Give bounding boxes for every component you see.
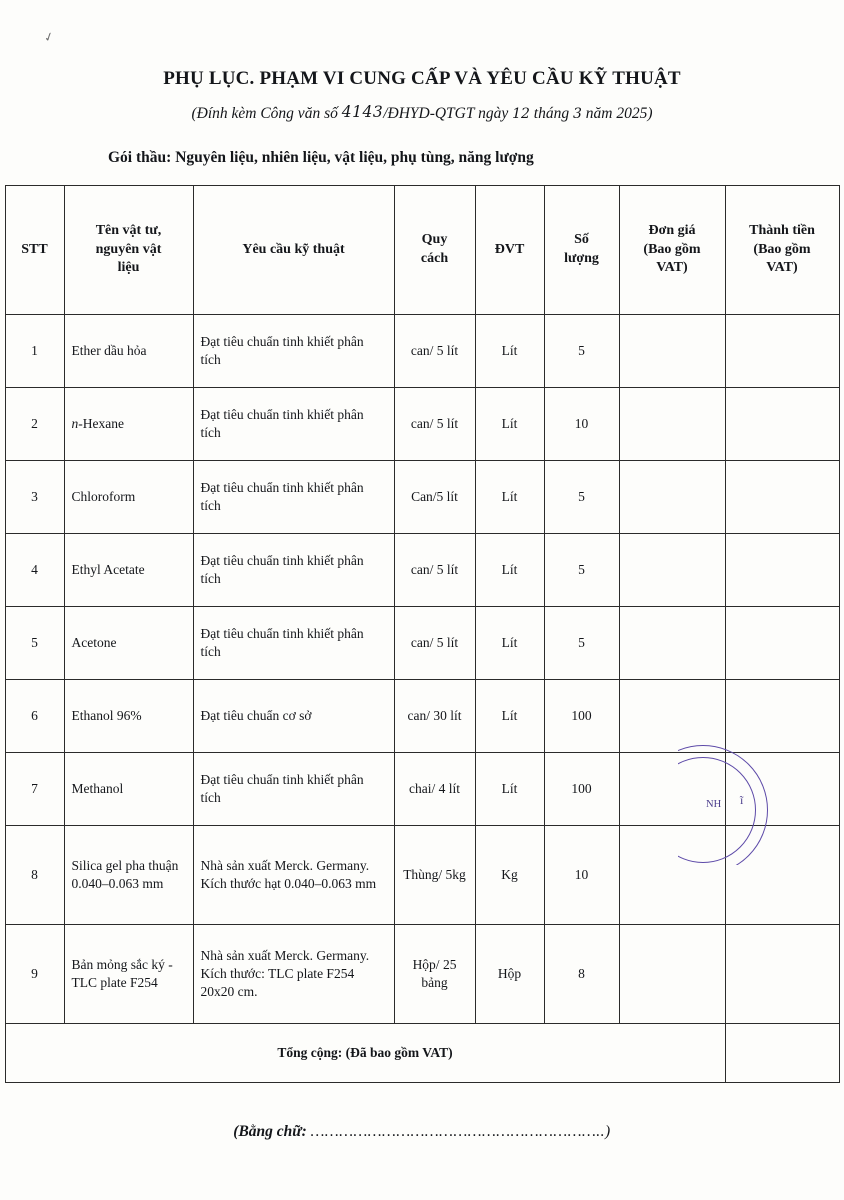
document-reference-line: [0, 104, 844, 123]
cell-quantity: 5: [544, 534, 619, 607]
table-row: [5, 826, 839, 925]
column-header-stt-line-1: STT: [21, 241, 48, 257]
cell-unit-price: [619, 534, 725, 607]
package-line: [0, 149, 844, 167]
cell-quycach: can/ 5 lít: [394, 534, 475, 607]
column-header-quycach-line-2: cách: [420, 251, 449, 266]
cell-name: Methanol: [64, 753, 193, 826]
cell-unit-price: [619, 315, 725, 388]
table-row: [5, 607, 839, 680]
cell-unit-price: [619, 925, 725, 1024]
cell-quycach: can/ 30 lít: [394, 680, 475, 753]
cell-dvt: Lít: [475, 607, 544, 680]
cell-quantity: 8: [544, 925, 619, 1024]
cell-spec: Nhà sản xuất Merck. Germany. Kích thước: TLC plate F254 20x20 cm.: [193, 925, 394, 1024]
cell-quycach: Can/5 lít: [394, 461, 475, 534]
cell-unit-price: [619, 461, 725, 534]
cell-quantity: 100: [544, 680, 619, 753]
table-row: [5, 925, 839, 1024]
cell-amount: [725, 925, 839, 1024]
column-header-quycach: [394, 186, 475, 315]
cell-stt: 4: [5, 534, 64, 607]
cell-spec: Đạt tiêu chuẩn tinh khiết phân tích: [193, 388, 394, 461]
cell-dvt: Lít: [475, 680, 544, 753]
cell-amount: [725, 315, 839, 388]
cell-dvt: Lít: [475, 315, 544, 388]
cell-stt: 3: [5, 461, 64, 534]
column-header-amount-line-1: Thành tiền: [749, 222, 815, 238]
cell-dvt: Lít: [475, 461, 544, 534]
cell-dvt: Lít: [475, 753, 544, 826]
cell-name: Ether dầu hỏa: [64, 315, 193, 388]
cell-amount: [725, 388, 839, 461]
cell-amount: [725, 461, 839, 534]
cell-quycach: can/ 5 lít: [394, 315, 475, 388]
cell-unit-price: [619, 680, 725, 753]
cell-stt: 8: [5, 826, 64, 925]
cell-amount: [725, 607, 839, 680]
cell-spec: Đạt tiêu chuẩn tinh khiết phân tích: [193, 315, 394, 388]
cell-name: Ethanol 96%: [64, 680, 193, 753]
column-header-unit-price-line-3: VAT): [656, 260, 688, 276]
cell-name: Bản mỏng sắc ký - TLC plate F254: [64, 925, 193, 1024]
cell-name: Acetone: [64, 607, 193, 680]
column-header-spec-line-1: Yêu cầu kỹ thuật: [242, 241, 345, 257]
table-row: [5, 753, 839, 826]
column-header-name-line-2: nguyên vật: [95, 241, 162, 257]
column-header-quantity-line-2: lượng: [564, 251, 599, 266]
column-header-name-line-3: liệu: [117, 260, 140, 276]
table-row: [5, 388, 839, 461]
package-value: Nguyên liệu, nhiên liệu, vật liệu, phụ tùng, năng lượng: [175, 149, 534, 166]
cell-spec: Đạt tiêu chuẩn tinh khiết phân tích: [193, 753, 394, 826]
column-header-dvt-line-1: ĐVT: [494, 241, 525, 257]
cell-stt: 6: [5, 680, 64, 753]
cell-spec: Đạt tiêu chuẩn tinh khiết phân tích: [193, 534, 394, 607]
cell-unit-price: [619, 826, 725, 925]
cell-spec: Nhà sản xuất Merck. Germany. Kích thước hạt 0.040–0.063 mm: [193, 826, 394, 925]
package-label: Gói thầu:: [108, 149, 172, 166]
cell-quantity: 100: [544, 753, 619, 826]
reference-year: năm 2025): [585, 105, 653, 122]
cell-stt: 5: [5, 607, 64, 680]
table-total-row: [5, 1024, 839, 1083]
cell-stt: 9: [5, 925, 64, 1024]
amount-in-words-label: (Bằng chữ:: [233, 1123, 307, 1140]
column-header-spec: [193, 186, 394, 315]
amount-in-words-line: [0, 1123, 844, 1141]
reference-prefix: (Đính kèm Công văn số: [191, 105, 338, 122]
cell-name: n-Hexane: [64, 388, 193, 461]
column-header-name: [64, 186, 193, 315]
cell-stt: 2: [5, 388, 64, 461]
table-header: [5, 186, 839, 315]
column-header-amount-line-3: VAT): [766, 260, 798, 276]
table-row: [5, 315, 839, 388]
column-header-unit-price: [619, 186, 725, 315]
cell-quycach: Thùng/ 5kg: [394, 826, 475, 925]
column-header-unit-price-line-1: Đơn giá: [648, 222, 696, 238]
amount-in-words-dots: ……………………………………………………..): [310, 1123, 611, 1140]
pen-mark-icon: ✓: [41, 28, 56, 46]
cell-unit-price: [619, 607, 725, 680]
reference-month: 3: [572, 106, 582, 122]
cell-dvt: Lít: [475, 534, 544, 607]
cell-quantity: 5: [544, 461, 619, 534]
column-header-quantity: [544, 186, 619, 315]
cell-amount: [725, 826, 839, 925]
cell-name-italic-prefix: n: [71, 415, 79, 431]
cell-quycach: can/ 5 lít: [394, 388, 475, 461]
total-label: Tổng cộng: (Đã bao gồm VAT): [5, 1024, 725, 1083]
reference-mid: /ĐHYD-QTGT ngày: [383, 105, 509, 122]
cell-dvt: Lít: [475, 388, 544, 461]
table-row: [5, 534, 839, 607]
total-amount: [725, 1024, 839, 1083]
cell-amount: [725, 753, 839, 826]
cell-quycach: Hộp/ 25 bảng: [394, 925, 475, 1024]
cell-unit-price: [619, 388, 725, 461]
cell-stt: 7: [5, 753, 64, 826]
column-header-unit-price-line-2: (Bao gồm: [643, 241, 701, 257]
column-header-amount: [725, 186, 839, 315]
table-row: [5, 680, 839, 753]
cell-name: Ethyl Acetate: [64, 534, 193, 607]
column-header-dvt: [475, 186, 544, 315]
column-header-quantity-line-1: Số: [574, 232, 589, 248]
table-row: [5, 461, 839, 534]
column-header-name-line-1: Tên vật tư,: [95, 222, 162, 238]
cell-unit-price: [619, 753, 725, 826]
cell-amount: [725, 534, 839, 607]
cell-quantity: 5: [544, 315, 619, 388]
cell-amount: [725, 680, 839, 753]
cell-spec: Đạt tiêu chuẩn tinh khiết phân tích: [193, 461, 394, 534]
cell-name: Silica gel pha thuận 0.040–0.063 mm: [64, 826, 193, 925]
cell-quycach: can/ 5 lít: [394, 607, 475, 680]
cell-quantity: 10: [544, 388, 619, 461]
column-header-amount-line-2: (Bao gồm: [753, 241, 811, 257]
cell-quantity: 5: [544, 607, 619, 680]
stamp-text: NH: [706, 799, 722, 810]
cell-quantity: 10: [544, 826, 619, 925]
stamp-glyph: ĩ: [740, 793, 744, 807]
cell-stt: 1: [5, 315, 64, 388]
cell-spec: Đạt tiêu chuẩn tinh khiết phân tích: [193, 607, 394, 680]
items-table: [5, 185, 840, 1083]
table-body: [5, 315, 839, 1083]
cell-name: Chloroform: [64, 461, 193, 534]
cell-dvt: Kg: [475, 826, 544, 925]
cell-dvt: Hộp: [475, 925, 544, 1024]
page-title: PHỤ LỤC. PHẠM VI CUNG CẤP VÀ YÊU CẦU KỸ THUẬT: [163, 68, 681, 89]
reference-day: 12: [512, 106, 530, 122]
reference-number: 4143: [341, 103, 384, 121]
column-header-quycach-line-1: Quy: [421, 232, 448, 248]
table-header-row: [5, 186, 839, 315]
cell-quycach: chai/ 4 lít: [394, 753, 475, 826]
cell-spec: Đạt tiêu chuẩn cơ sở: [193, 680, 394, 753]
reference-month-label: tháng: [533, 105, 570, 122]
column-header-stt: [5, 186, 64, 315]
